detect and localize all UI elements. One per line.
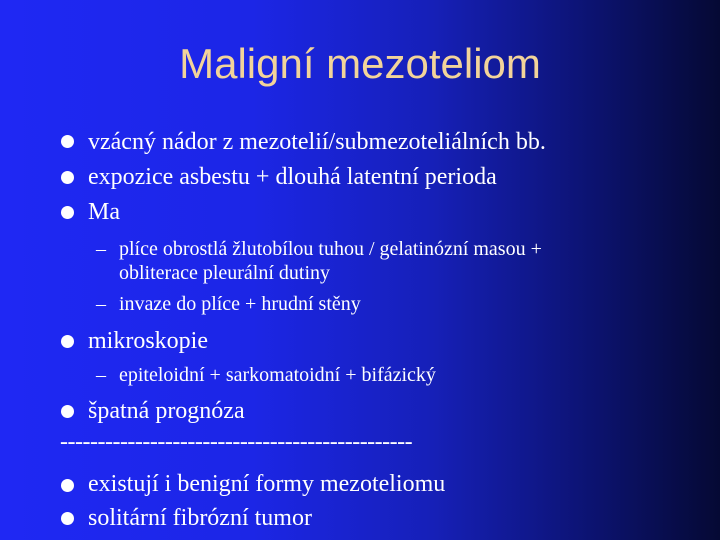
bullet-icon [61,335,74,348]
sub-item-text: epiteloidní + sarkomatoidní + bifázický [119,364,436,386]
bullet-text: vzácný nádor z mezotelií/submezoteliálních bb. [88,129,546,155]
bullet-text: solitární fibrózní tumor [88,505,312,531]
bullet-text: mikroskopie [88,328,208,354]
dash-marker: – [96,364,106,386]
bullet-icon [61,512,74,525]
sub-item-text: obliterace pleurální dutiny [119,262,331,284]
bullet-icon [61,135,74,148]
bullet-icon [61,171,74,184]
dash-marker: – [96,238,106,260]
bullet-icon [61,405,74,418]
slide-title: Maligní mezoteliom [179,40,541,87]
bullet-icon [61,479,74,492]
separator-line: ----------------------------------------------- [60,429,413,455]
dash-marker: – [96,293,106,315]
bullet-text: Ma [88,199,120,225]
bullet-text: existují i benigní formy mezoteliomu [88,471,446,497]
bullet-text: špatná prognóza [88,398,245,424]
sub-item-text: plíce obrostlá žlutobílou tuhou / gelatinózní masou + [119,238,542,260]
bullet-text: expozice asbestu + dlouhá latentní perioda [88,164,497,190]
bullet-icon [61,206,74,219]
sub-item-text: invaze do plíce + hrudní stěny [119,293,361,315]
